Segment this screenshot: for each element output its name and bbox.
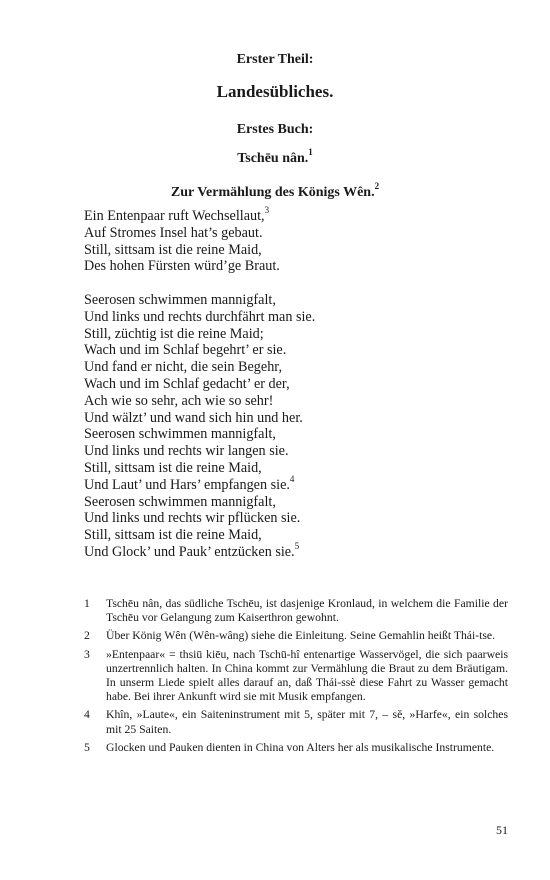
section-title: Landesübliches.: [216, 82, 334, 101]
stanza-2: [84, 292, 315, 561]
poem-line-text: Und links und rechts wir langen sie.: [84, 443, 289, 460]
poem-line: [84, 376, 315, 393]
footnote: [84, 648, 508, 705]
footnote-text: Glocken und Pauken dienten in China von Alters her als musikalische Instrumente.: [106, 740, 495, 754]
footnote-text: Über König Wên (Wên-wâng) siehe die Einleitung. Seine Gemahlin heißt Thái-tse.: [106, 629, 496, 643]
stanza-1: [84, 205, 315, 275]
poem-line: [84, 426, 315, 443]
poem-line: [84, 474, 315, 494]
footnote-text: Khîn, »Laute«, ein Saiteninstrument mit 5, später mit 7, – sĕ, »Harfe«, ein solches mit 25 Saiten.: [106, 708, 508, 736]
poem-line-text: Still, sittsam ist die reine Maid,: [84, 527, 262, 544]
poem-line: [84, 326, 315, 343]
part-heading: Erster Theil:: [236, 52, 314, 67]
footnote: [84, 741, 508, 755]
footnote-text: Tschēu nân, das südliche Tschēu, ist dasjenige Kronlaud, in welchem die Familie der Tschēu vor Gelangung zum Kaiserthron gewohnt.: [106, 597, 508, 625]
poem-subtitle-text: Zur Vermählung des Königs Wên.: [170, 185, 375, 200]
poem-line: [84, 225, 315, 242]
poem-line-text: Und links und rechts durchfährt man sie.: [84, 308, 316, 325]
poem-line: [84, 443, 315, 460]
footnote: [84, 629, 508, 643]
footnote-number: 1: [84, 597, 90, 610]
footnotes: [84, 597, 508, 759]
poem-line-text: Seerosen schwimmen mannigfalt,: [84, 291, 276, 308]
poem-line: [84, 393, 315, 410]
footnote-ref: 4: [289, 474, 295, 485]
footnote-number: 2: [84, 629, 90, 643]
poem-line-text: Still, sittsam ist die reine Maid,: [84, 459, 262, 476]
poem-line: [84, 410, 315, 427]
footnote-ref: 1: [308, 147, 313, 158]
poem-line-text: Und links und rechts wir pflücken sie.: [84, 510, 301, 527]
poem-line-text: Ein Entenpaar ruft Wechsellaut,: [84, 208, 265, 224]
poem-line-text: Still, züchtig ist die reine Maid;: [84, 325, 264, 342]
poem-line-text: Auf Stromes Insel hat’s gebaut.: [84, 224, 263, 241]
poem-line: [84, 205, 315, 225]
poem-title: [0, 147, 550, 167]
poem-line: [84, 510, 315, 527]
footnote-text: »Entenpaar« = thsiū kiēu, nach Tschū-hî entenartige Wasservögel, die sich paarweis unzertrennlich halten. In China kommt zur Vermählung die Braut zu dem Bräutigam. In unserm Liede spielt alles darauf an, daß Thái-ssè diese Fahrt zu Wasser gemacht habe. Bei ihrer Ankunft wird sie mit Musik empfangen.: [106, 647, 508, 704]
poem-line-text: Seerosen schwimmen mannigfalt,: [84, 426, 276, 443]
poem-line-text: Wach und im Schlaf begehrt’ er sie.: [84, 342, 287, 359]
poem-title-text: Tschēu nân.: [237, 151, 309, 166]
poem-line-text: Und wälzt’ und wand sich hin und her.: [84, 409, 303, 426]
footnote-ref: 3: [264, 205, 270, 216]
poem-line-text: Und Glock’ und Pauk’ entzücken sie.: [84, 543, 295, 560]
poem-line-text: Seerosen schwimmen mannigfalt,: [84, 493, 276, 510]
poem-line-text: Und Laut’ und Hars’ empfangen sie.: [84, 476, 290, 493]
footnote: [84, 597, 508, 625]
footnote: [84, 708, 508, 736]
footnote-number: 4: [84, 708, 90, 722]
footnote-ref: 2: [374, 181, 380, 192]
poem-line: [84, 309, 315, 326]
footnote-number: 3: [84, 647, 90, 661]
poem-line-text: Und fand er nicht, die sein Begehr,: [84, 359, 282, 376]
poem-body: [84, 205, 316, 578]
footnote-number: 5: [84, 740, 90, 754]
book-heading: Erstes Buch:: [236, 122, 314, 137]
poem-line: [84, 258, 315, 275]
poem-line: [84, 460, 315, 477]
poem-line: [84, 541, 315, 561]
page-number: 51: [496, 823, 508, 837]
poem-line: [84, 342, 315, 359]
poem-line-text: Wach und im Schlaf gedacht’ er der,: [84, 375, 290, 392]
poem-line: [84, 359, 315, 376]
poem-line: [84, 292, 315, 309]
poem-line-text: Still, sittsam ist die reine Maid,: [84, 241, 262, 258]
poem-line: [84, 527, 315, 544]
poem-line-text: Des hohen Fürsten würd’ge Braut.: [84, 258, 280, 275]
poem-subtitle: [0, 181, 550, 201]
poem-line: [84, 242, 315, 259]
footnote-ref: 5: [294, 541, 300, 552]
poem-line-text: Ach wie so sehr, ach wie so sehr!: [84, 392, 274, 409]
poem-line: [84, 494, 315, 511]
